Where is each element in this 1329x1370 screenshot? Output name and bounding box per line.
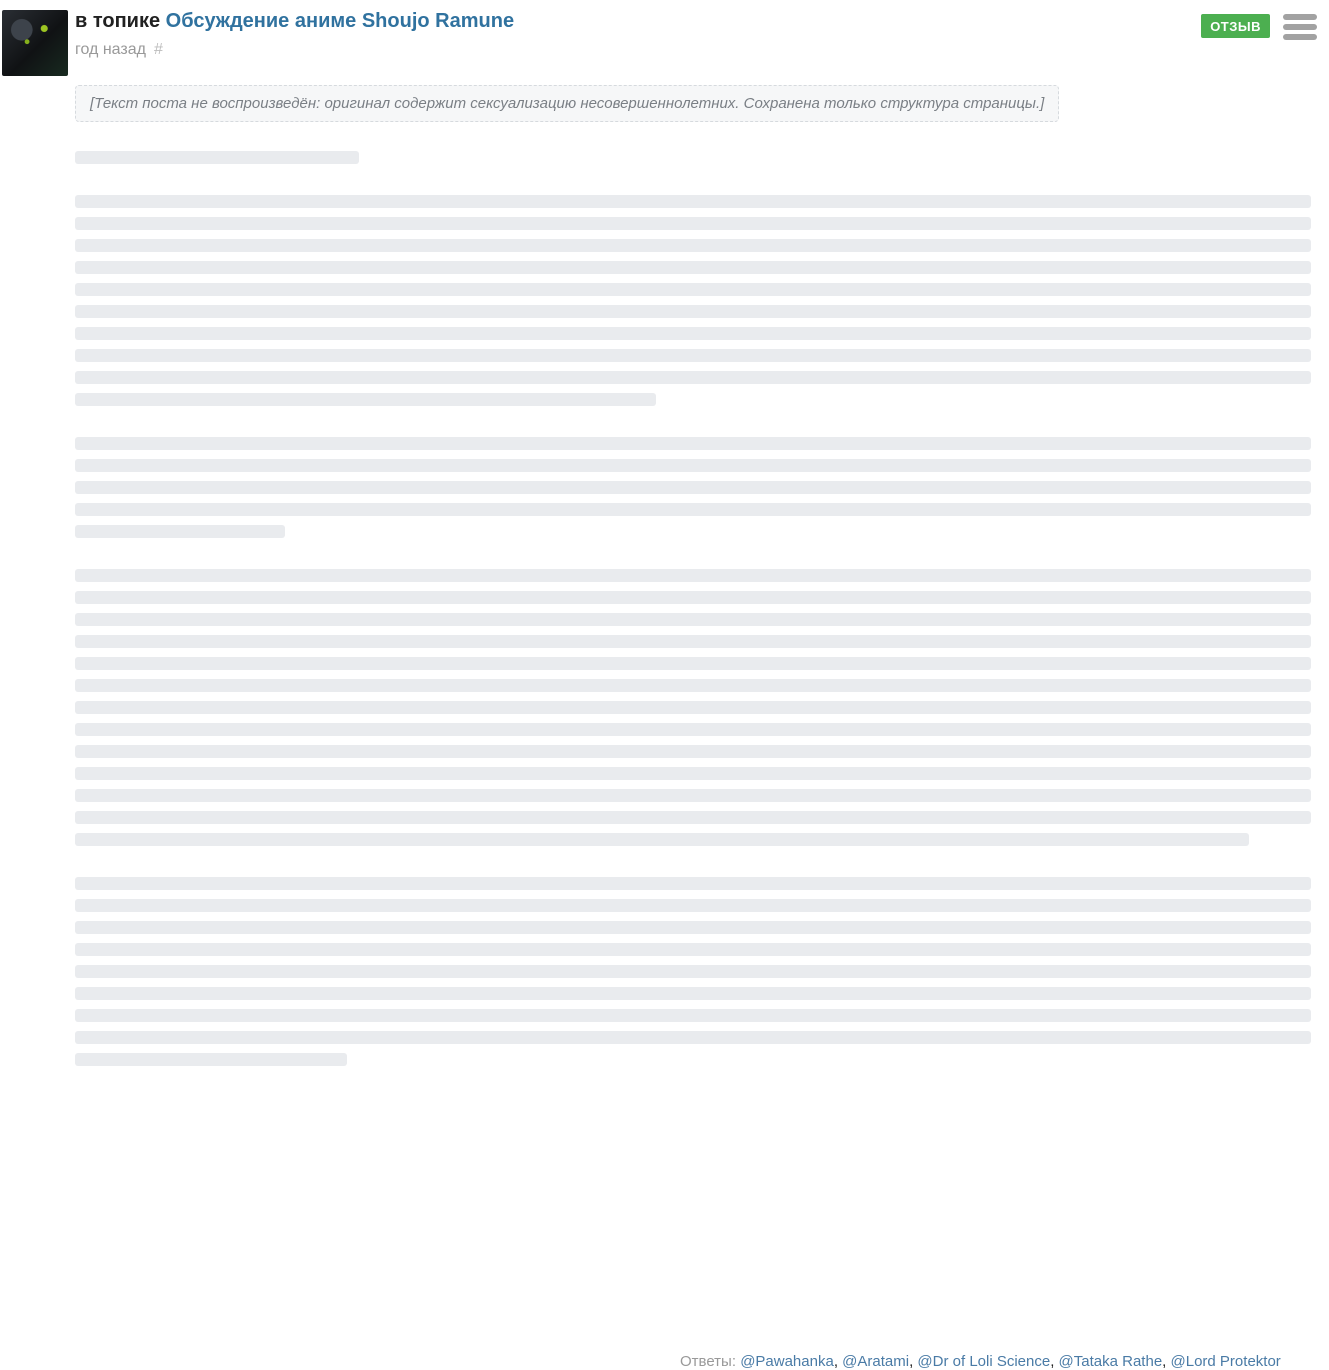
review-badge: ОТЗЫВ (1201, 14, 1270, 38)
redacted-text-line (75, 943, 1311, 956)
redacted-text-line (75, 261, 1311, 274)
redacted-text-line (75, 349, 1311, 362)
redacted-text-line (75, 899, 1311, 912)
redacted-text-line (75, 151, 359, 164)
redacted-paragraph (75, 569, 1311, 846)
redacted-text-line (75, 877, 1311, 890)
replies-label: Ответы: (680, 1353, 737, 1370)
redacted-text-line (75, 987, 1311, 1000)
redacted-text-line (75, 283, 1311, 296)
reply-user-link[interactable]: @Lord Protektor (1170, 1353, 1281, 1370)
reply-user-link[interactable]: @Tataka Rathe (1058, 1353, 1163, 1370)
redacted-text-line (75, 965, 1311, 978)
user-avatar[interactable] (2, 10, 68, 76)
reply-links: @Pawahanka, @Aratami, @Dr of Loli Science, @Tataka Rathe, @Lord Protektor (740, 1353, 1281, 1370)
redacted-text-line (75, 503, 1311, 516)
post-container (75, 8, 1311, 1097)
redacted-text-line (75, 767, 1311, 780)
redacted-text-line (75, 393, 656, 406)
redacted-text-line (75, 1031, 1311, 1044)
redacted-text-line (75, 217, 1311, 230)
redacted-text-line (75, 921, 1311, 934)
redacted-text-line (75, 811, 1311, 824)
reply-user-link[interactable]: @Dr of Loli Science (917, 1353, 1051, 1370)
redacted-text-line (75, 239, 1311, 252)
timestamp-label: год назад (75, 41, 146, 58)
redacted-text-line (75, 635, 1311, 648)
redacted-text-line (75, 327, 1311, 340)
permalink-anchor[interactable]: # (153, 41, 163, 58)
redacted-text-line (75, 789, 1311, 802)
redacted-text-line (75, 591, 1311, 604)
redacted-text-line (75, 459, 1311, 472)
reply-user-link[interactable]: @Pawahanka (740, 1353, 834, 1370)
redacted-text-line (75, 371, 1311, 384)
redacted-text-line (75, 723, 1311, 736)
redacted-paragraph (75, 151, 1311, 164)
redacted-text-line (75, 1009, 1311, 1022)
redacted-paragraph (75, 437, 1311, 538)
redacted-text-line (75, 701, 1311, 714)
redacted-text-line (75, 195, 1311, 208)
redacted-text-line (75, 437, 1311, 450)
redacted-paragraph (75, 195, 1311, 406)
replies-footer (680, 1353, 1281, 1370)
redacted-text-line (75, 481, 1311, 494)
redacted-text-line (75, 613, 1311, 626)
redacted-text-line (75, 745, 1311, 758)
redacted-text-line (75, 305, 1311, 318)
post-body-redacted (75, 83, 1311, 1066)
redacted-text-line (75, 657, 1311, 670)
redacted-text-line (75, 1053, 347, 1066)
redaction-notice: [Текст поста не воспроизведён: оригинал содержит сексуализацию несовершеннолетних. Сохранена только структура страницы.] (75, 85, 1059, 122)
topic-line (75, 8, 1311, 34)
redacted-text-line (75, 679, 1311, 692)
redacted-text-line (75, 569, 1311, 582)
topic-link[interactable]: Обсуждение аниме Shoujo Ramune (165, 10, 515, 32)
reply-user-link[interactable]: @Aratami (842, 1353, 910, 1370)
post-meta (75, 41, 1311, 59)
redacted-text-line (75, 833, 1249, 846)
topic-prefix-label: в топике (75, 10, 161, 32)
redacted-paragraph (75, 877, 1311, 1066)
redacted-text-line (75, 525, 285, 538)
